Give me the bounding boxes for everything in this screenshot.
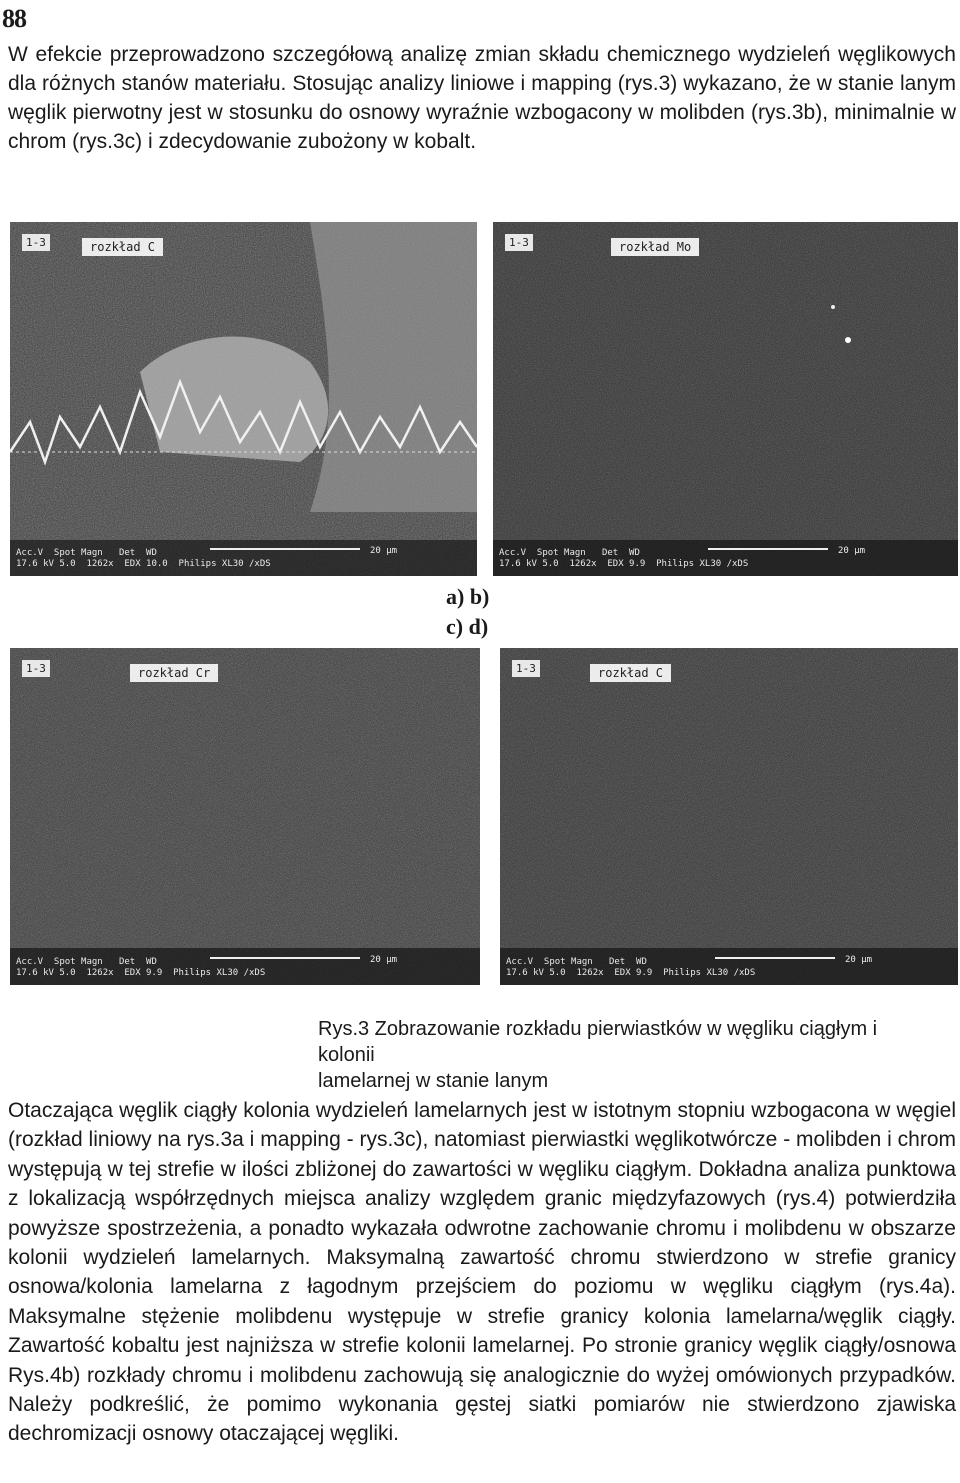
map-label: rozkład C <box>590 664 671 682</box>
sem-texture-d <box>500 648 958 985</box>
sem-info-bar: Acc.V Spot Magn Det WD 17.6 kV 5.0 1262x EDX 9.9 Philips XL30 /xDS <box>506 957 756 978</box>
body-paragraph: Otaczająca węglik ciągły kolonia wydzieleń lamelarnych jest w istotnym stopniu wzbogacona w węgiel (rozkład liniowy na rys.3a i mapping - rys.3c), natomiast pierwiastki węglikotwórcze - molibden i chrom występują w tej strefie w ilości zbliżonej do zawartości w węgliku ciągłym. Dokładna analiza punktowa z lokalizacją współrzędnych miejsca analizy względem granic międzyfazowych (rys.4) potwierdziła powyższe spostrzeżenia, a ponadto wykazała odwrotne zachowanie chromu i molibdenu w obszarze kolonii wydzieleń lamelarnych. Maksymalną zawartość chromu stwierdzono w strefie granicy osnowa/kolonia lamelarna z łagodnym przejściem do poziomu w węgliku ciągłym (rys.4a). Maksymalne stężenie molibdenu występuje w strefie granicy kolonia lamelarna/węglik ciągły. Zawartość kobaltu jest najniższa w strefie kolonii lamelarnej. Po stronie granicy węglik ciągły/osnowa Rys.4b) rozkłady chromu i molibdenu zachowują się analogicznie do wyżej omówionych przypadków. Należy podkreślić, że pomimo wykonania gęstej siatki pomiarów nie stwierdzono zjawiska dechromizacji osnowy otaczającej węgliki. <box>8 1099 956 1446</box>
sem-image-a <box>10 222 477 576</box>
scale-label: 20 μm <box>370 955 398 965</box>
sem-texture-a <box>10 222 477 576</box>
panel-letters-ab: a) b) <box>446 584 490 609</box>
sem-texture-c <box>10 648 480 985</box>
figure-caption <box>318 1016 878 1094</box>
page-number: 88 <box>2 4 26 33</box>
caption-line-2: lamelarnej w stanie lanym <box>318 1070 549 1092</box>
sem-image-b <box>493 222 958 576</box>
sample-tag: 1-3 <box>22 660 50 677</box>
scale-label: 20 μm <box>370 546 398 556</box>
sem-image-d <box>500 648 958 985</box>
map-label: rozkład Cr <box>130 664 218 682</box>
scale-label: 20 μm <box>838 546 866 556</box>
sem-texture-b <box>493 222 958 576</box>
sample-tag: 1-3 <box>512 660 540 677</box>
intro-paragraph: W efekcie przeprowadzono szczegółową analizę zmian składu chemicznego wydzieleń węglikowych dla różnych stanów materiału. Stosując analizy liniowe i mapping (rys.3) wykazano, że w stanie lanym węglik pierwotny jest w stosunku do osnowy wyraźnie wzbogacony w molibden (rys.3b), minimalnie w chrom (rys.3c) i zdecydowanie zubożony w kobalt. <box>8 43 956 153</box>
caption-line-1: Rys.3 Zobrazowanie rozkładu pierwiastków w węgliku ciągłym i kolonii <box>318 1018 878 1066</box>
sem-image-c <box>10 648 480 985</box>
map-label: rozkład Mo <box>611 238 699 256</box>
panel-letters-cd: c) d) <box>446 614 489 639</box>
sample-tag: 1-3 <box>22 234 50 251</box>
scale-label: 20 μm <box>845 955 873 965</box>
sem-info-bar: Acc.V Spot Magn Det WD 17.6 kV 5.0 1262x EDX 10.0 Philips XL30 /xDS <box>16 548 271 569</box>
map-label: rozkład C <box>82 238 163 256</box>
sample-tag: 1-3 <box>505 234 533 251</box>
sem-info-bar: Acc.V Spot Magn Det WD 17.6 kV 5.0 1262x EDX 9.9 Philips XL30 /xDS <box>16 957 266 978</box>
sem-info-bar: Acc.V Spot Magn Det WD 17.6 kV 5.0 1262x EDX 9.9 Philips XL30 /xDS <box>499 548 749 569</box>
